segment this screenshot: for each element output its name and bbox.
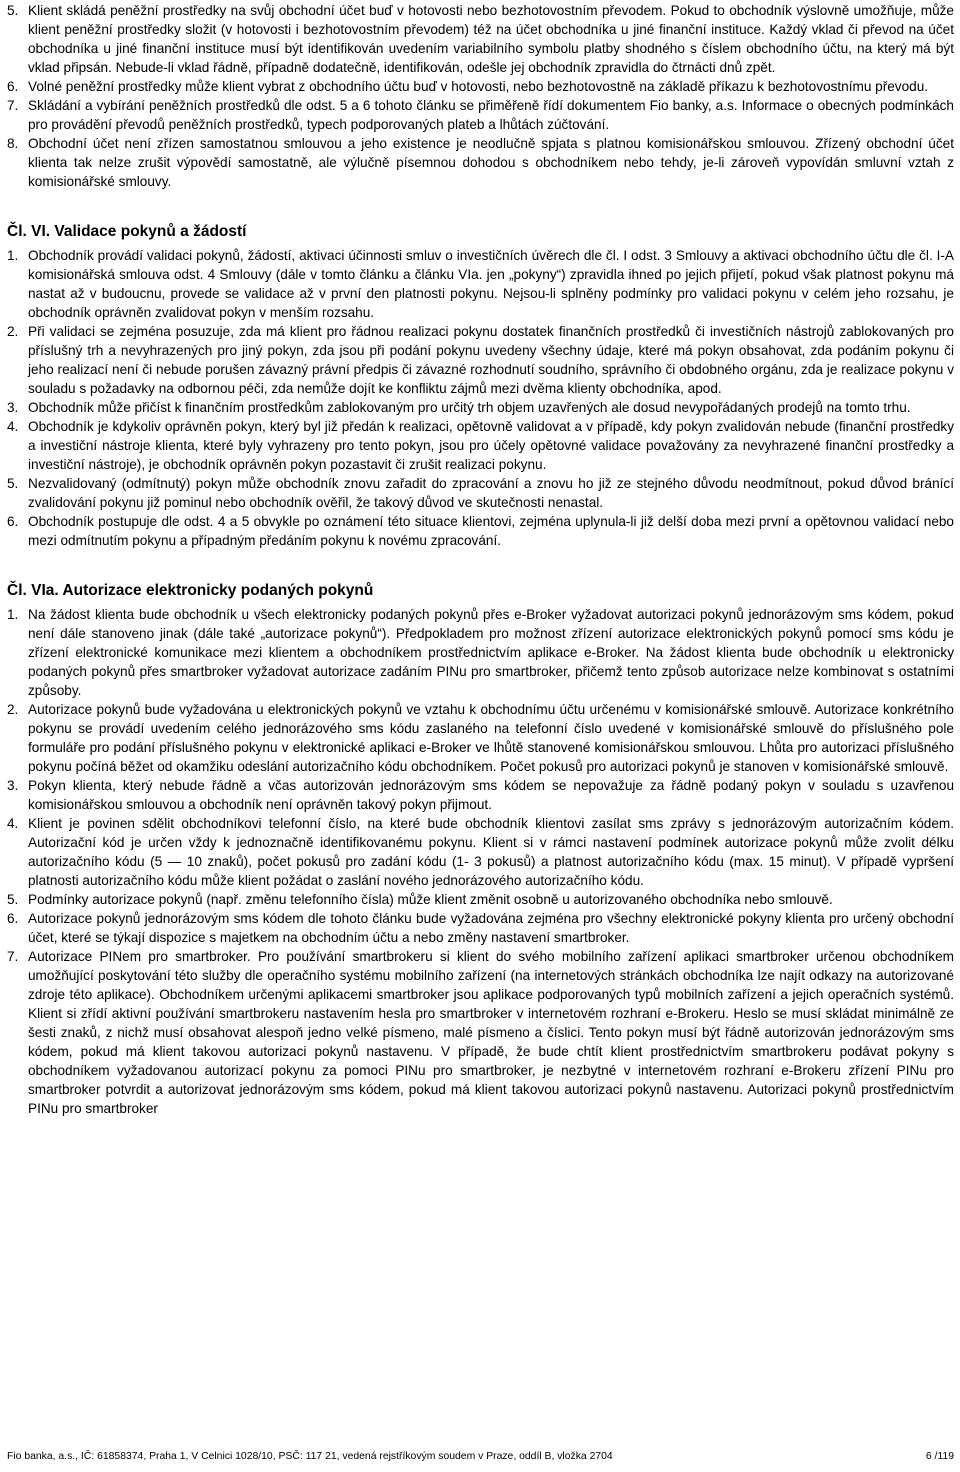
document-body bbox=[7, 1, 954, 1118]
spacer bbox=[7, 191, 954, 222]
list-item bbox=[7, 909, 954, 947]
item-number: 7. bbox=[7, 949, 19, 964]
list-item bbox=[7, 512, 954, 550]
item-number: 7. bbox=[7, 98, 19, 113]
item-text: Volné peněžní prostředky může klient vybrat z obchodního účtu buď v hotovosti, nebo bezhotovostně na základě příkazu k bezhotovostnímu převodu. bbox=[28, 79, 929, 94]
item-text: Obchodník může přičíst k finančním prostředkům zablokovaným pro určitý trh objem uzavřených ale dosud nevypořádaných prodejů na tomto trhu. bbox=[28, 400, 911, 415]
item-number: 6. bbox=[7, 911, 19, 926]
page-number: 6 /119 bbox=[925, 1451, 954, 1462]
item-text: Autorizace pokynů jednorázovým sms kódem dle tohoto článku bude vyžadována zejména pro všechny elektronické pokyny klienta pro určený obchodní účet, které se týkají dispozice s majetkem na obchodním účtu a nebo změny nastavení smartbroker. bbox=[28, 911, 954, 945]
item-text: Obchodník postupuje dle odst. 4 a 5 obvykle po oznámení této situace klientovi, zejména uplynula-li již delší doba mezi první a opětovnou validací nebo mezi odmítnutím pokynu a případným předáním pokynu k novému zpracování. bbox=[28, 514, 954, 548]
list-item bbox=[7, 1, 954, 77]
item-number: 5. bbox=[7, 892, 19, 907]
list-item bbox=[7, 417, 954, 474]
item-text: Nezvalidovaný (odmítnutý) pokyn může obchodník znovu zařadit do zpracování a znovu ho již ze stejného důvodu neodmítnout, pokud důvod bránící zvalidování pokynu již pominul nebo obchodník ověřil, že takový důvod ve skutečnosti nenastal. bbox=[28, 476, 954, 510]
list-item bbox=[7, 322, 954, 398]
list-item bbox=[7, 246, 954, 322]
list-item bbox=[7, 814, 954, 890]
item-number: 5. bbox=[7, 3, 19, 18]
item-number: 3. bbox=[7, 778, 19, 793]
item-number: 3. bbox=[7, 400, 19, 415]
item-text: Autorizace pokynů bude vyžadována u elektronických pokynů ve vztahu k obchodnímu účtu určenému v komisionářské smlouvě. Autorizace konkrétního pokynu se provádí uvedením celého jednorázového sms kódu zaslaného na telefonní číslo uvedené v komisionářské smlouvě do příslušného pole formuláře pro podání příslušného pokynu v elektronické aplikaci e-Broker ve lhůtě stanovené komisionářskou smlouvou. Lhůta pro autorizaci příslušného pokynu počíná běžet od okamžiku odeslání autorizačního kódu obchodníkem. Počet pokusů pro autorizaci pokynů je stanoven v komisionářské smlouvě. bbox=[28, 702, 954, 774]
item-number: 8. bbox=[7, 136, 19, 151]
item-number: 4. bbox=[7, 816, 19, 831]
item-text: Pokyn klienta, který nebude řádně a včas autorizován jednorázovým sms kódem se nepovažuje za řádně podaný pokyn v souladu s uzavřenou komisionářskou smlouvou a obchodník není oprávněn takový pokyn přijmout. bbox=[28, 778, 954, 812]
spacer bbox=[7, 550, 954, 581]
item-text: Obchodník je kdykoliv oprávněn pokyn, který byl již předán k realizaci, opětovně validovat a v případě, kdy pokyn zvalidován nebude (finanční prostředky a investiční nástroje klienta, které byly vyhrazeny pro tento pokyn, jsou pro účely opětovné validace považovány za nevyhrazené finanční prostředky a investiční nástroje), je obchodník oprávněn pokyn pozastavit či zrušit realizaci pokynu. bbox=[28, 419, 954, 472]
page-footer bbox=[7, 1451, 954, 1463]
list-item bbox=[7, 77, 954, 96]
section-vi bbox=[7, 222, 954, 550]
item-number: 1. bbox=[7, 607, 19, 622]
item-text: Podmínky autorizace pokynů (např. změnu telefonního čísla) může klient změnit osobně u autorizovaného obchodníka nebo smlouvě. bbox=[28, 892, 833, 907]
item-number: 5. bbox=[7, 476, 19, 491]
item-number: 6. bbox=[7, 79, 19, 94]
item-number: 6. bbox=[7, 514, 19, 529]
section-via bbox=[7, 581, 954, 1118]
list-item bbox=[7, 474, 954, 512]
list-item bbox=[7, 605, 954, 700]
item-text: Na žádost klienta bude obchodník u všech elektronicky podaných pokynů přes e-Broker vyžadovat autorizaci pokynů jednorázovým sms kódem, pokud není dále stanoveno jinak (dále také „autorizace pokynů“). Předpokladem pro možnost zřízení autorizace elektronických pokynů pomocí sms kódu je zřízení elektronické komunikace mezi klientem a obchodníkem prostřednictvím aplikace e-Broker. Na žádost klienta bude obchodník u elektronicky podaných pokynů přes smartbroker vyžadovat autorizace zadáním PINu pro smartbroker, přičemž tento způsob autorizace nelze kombinovat s ostatními způsoby. bbox=[28, 607, 954, 698]
item-text: Klient je povinen sdělit obchodníkovi telefonní číslo, na které bude obchodník klientovi zasílat sms zprávy s jednorázovým autorizačním kódem. Autorizační kód je určen vždy k jednoznačně identifikovanému pokynu. Klient si v rámci nastavení podmínek autorizace pokynů může zvolit délku autorizačního kódu (5 — 10 znaků), počet pokusů pro zadání kódu (1- 3 pokusů) a platnost autorizačního kódu (max. 15 minut). V případě vypršení platnosti autorizačního kódu může klient požádat o zaslání nového jednorázového autorizačního kódu. bbox=[28, 816, 954, 888]
footer-company-info: Fio banka, a.s., IČ: 61858374, Praha 1, V Celnici 1028/10, PSČ: 117 21, vedená rejstříkovým soudem v Praze, oddíl B, vložka 2704 bbox=[7, 1451, 613, 1462]
item-text: Autorizace PINem pro smartbroker. Pro používání smartbrokeru si klient do svého mobilního zařízení aplikaci smartbroker určenou obchodníkem umožňující poskytování této služby dle operačního systému mobilního zařízení (na internetových stránkách obchodníka lze najít odkazy na autorizované zdroje této aplikace). Obchodníkem určenými aplikacemi smartbroker jsou aplikace podporovaných typů mobilních zařízení a jejich operačních systémů. Klient si zřídí aktivní používání smartbrokeru nastavením hesla pro smartbroker v internetovém rozhraní e-Brokeru. Heslo se musí skládat minimálně ze šesti znaků, z nichž musí obsahovat alespoň jedno velké písmeno, malé písmeno a číslici. Tento pokyn musí být řádně autorizován jednorázovým sms kódem, pokud má klient takovou autorizaci pokynů nastavenu. V případě, že bude chtít klient prostřednictvím smartbrokeru podávat pokyny s obchodníkem vyžadovanou autorizací pokynu za pomoci PINu pro smartbroker, je nezbytné v internetovém rozhraní e-Brokeru zřízení PINu pro smartbroker potvrdit a autorizovat jednorázovým sms kódem, pokud má klient takovou autorizaci pokynů nastavenu. Autorizaci pokynů prostřednictvím PINu pro smartbroker bbox=[28, 949, 954, 1116]
section-heading: Čl. VIa. Autorizace elektronicky podaných pokynů bbox=[7, 582, 374, 599]
list-item bbox=[7, 398, 954, 417]
item-text: Obchodní účet není zřízen samostatnou smlouvou a jeho existence je neodlučně spjata s platnou komisionářskou smlouvou. Zřízený obchodní účet klienta tak nelze zrušit výpovědí samostatně, ale výlučně písemnou dohodou s obchodníkem nebo tehdy, je-li zároveň vypovídán smluvní vztah z komisionářské smlouvy. bbox=[28, 136, 954, 189]
item-number: 2. bbox=[7, 324, 19, 339]
list-item bbox=[7, 776, 954, 814]
item-number: 4. bbox=[7, 419, 19, 434]
list-item bbox=[7, 96, 954, 134]
section-heading: Čl. VI. Validace pokynů a žádostí bbox=[7, 223, 247, 240]
item-text: Obchodník provádí validaci pokynů, žádostí, aktivaci účinnosti smluv o investičních úvěrech dle čl. I odst. 3 Smlouvy a aktivaci obchodního účtu dle čl. I-A komisionářská smlouva odst. 4 Smlouvy (dále v tomto článku a článku VIa. jen „pokyny“) zpravidla ihned po jejich přijetí, pokud však platnost pokynu má nastat až v budoucnu, provede se validace až v první den platnosti pokynu. Nejsou-li splněny podmínky pro validaci pokynu v celém jeho rozsahu, je obchodník oprávněn zvalidovat pokyn v menším rozsahu. bbox=[28, 248, 954, 320]
item-number: 1. bbox=[7, 248, 19, 263]
top-items-list bbox=[7, 1, 954, 191]
list-item bbox=[7, 890, 954, 909]
item-text: Při validaci se zejména posuzuje, zda má klient pro řádnou realizaci pokynu dostatek finančních prostředků či investičních nástrojů zablokovaných pro příslušný trh a nevyhrazených pro jiný pokyn, zda jsou při podání pokynu uvedeny všechny údaje, které má pokyn obsahovat, zda podáním pokynu či jeho realizací není či nebude porušen závazný právní předpis či závazné rozhodnutí soudního, správního či obdobného orgánu, zda je realizace pokynu v souladu s požadavky na odbornou péči, zda nemůže dojít ke konfliktu zájmů mezi dvěma klienty obchodníka, apod. bbox=[28, 324, 954, 396]
item-text: Skládání a vybírání peněžních prostředků dle odst. 5 a 6 tohoto článku se přiměřeně řídí dokumentem Fio banky, a.s. Informace o obecných podmínkách pro provádění převodů peněžních prostředků, typech podporovaných plateb a lhůtách zúčtování. bbox=[28, 98, 954, 132]
list-item bbox=[7, 134, 954, 191]
item-number: 2. bbox=[7, 702, 19, 717]
item-text: Klient skládá peněžní prostředky na svůj obchodní účet buď v hotovosti nebo bezhotovostním převodem. Pokud to obchodník výslovně umožňuje, může klient peněžní prostředky složit (v hotovosti i bezhotovostním převodem) též na účet obchodníka u jiné finanční instituce. Každý vklad či převod na účet obchodníka u jiné finanční instituce musí být identifikován uvedením variabilního symbolu platby shodného s číslem obchodního účtu, na který má být vklad připsán. Nebude-li vklad řádně, případně dodatečně, identifikován, odešle jej obchodník zpravidla do čtrnácti dnů zpět. bbox=[28, 3, 954, 75]
list-item bbox=[7, 947, 954, 1118]
list-item bbox=[7, 700, 954, 776]
